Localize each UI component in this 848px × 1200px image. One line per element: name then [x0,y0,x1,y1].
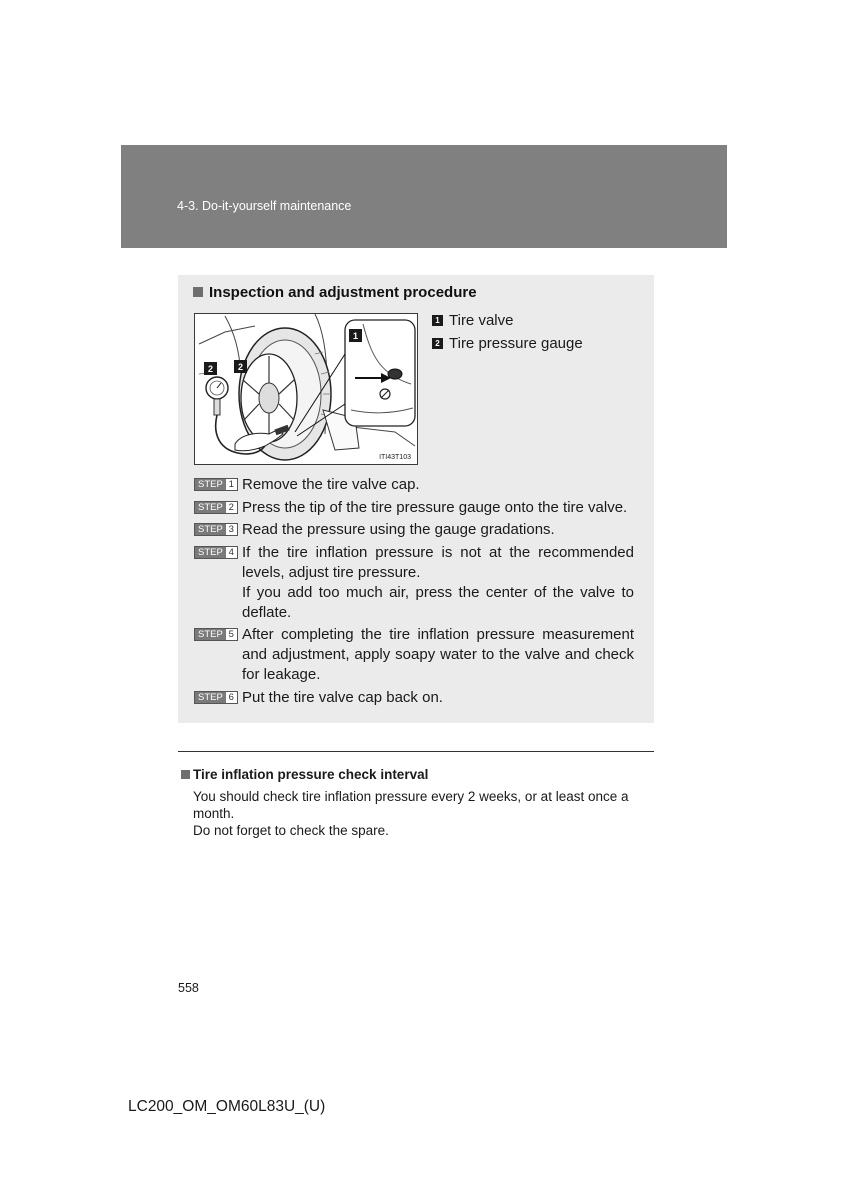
step-badge: STEP 3 [194,523,238,536]
step-text: If you add too much air, press the center of the valve to deflate. [242,583,634,621]
step-5 [194,625,634,685]
note-text: You should check tire inflation pressure every 2 weeks, or at least once a month. [193,789,629,821]
note-heading: Tire inflation pressure check interval [181,767,651,782]
square-bullet-icon [193,287,203,297]
page-number: 558 [178,981,199,995]
note-body [181,788,651,839]
tire-valve-illustration [194,313,418,465]
header-band [121,145,727,248]
step-text: After completing the tire inflation pressure measurement and adjustment, apply soapy water to the valve and check for leakage. [242,626,634,683]
legend-item [432,309,583,332]
step-list [194,475,634,710]
square-bullet-icon [181,770,190,779]
legend-label: Tire valve [449,311,514,329]
step-text: Remove the tire valve cap. [242,476,420,493]
step-1 [194,475,634,495]
step-badge: STEP 6 [194,691,238,704]
procedure-box [178,275,654,723]
check-interval-note [181,767,651,839]
procedure-heading: Inspection and adjustment procedure [193,284,477,301]
step-badge: STEP 1 [194,478,238,491]
step-text: Read the pressure using the gauge gradations. [242,521,555,538]
step-6 [194,688,634,708]
tire-illustration-icon [195,314,417,464]
legend-number: 1 [432,315,443,326]
figure-legend [432,309,583,355]
step-text: Put the tire valve cap back on. [242,688,443,706]
section-title: 4-3. Do-it-yourself maintenance [177,199,352,213]
step-2 [194,498,634,518]
step-badge: STEP 5 [194,628,238,641]
step-3 [194,520,634,540]
step-text: Press the tip of the tire pressure gauge onto the tire valve. [242,498,628,516]
section-divider [178,751,654,752]
legend-label: Tire pressure gauge [449,334,583,352]
figure-code: ITI43T103 [379,454,411,461]
step-badge: STEP 4 [194,546,238,559]
svg-text:1: 1 [352,331,359,341]
step-text: If the tire inflation pressure is not at the recommended levels, adjust tire pressure. [242,543,634,581]
note-text: Do not forget to check the spare. [193,823,389,838]
legend-number: 2 [432,338,443,349]
document-code: LC200_OM_OM60L83U_(U) [128,1098,326,1115]
step-4 [194,543,634,623]
legend-item [432,332,583,355]
step-badge: STEP 2 [194,501,238,514]
svg-text:2: 2 [207,364,214,374]
svg-text:2: 2 [237,362,244,372]
